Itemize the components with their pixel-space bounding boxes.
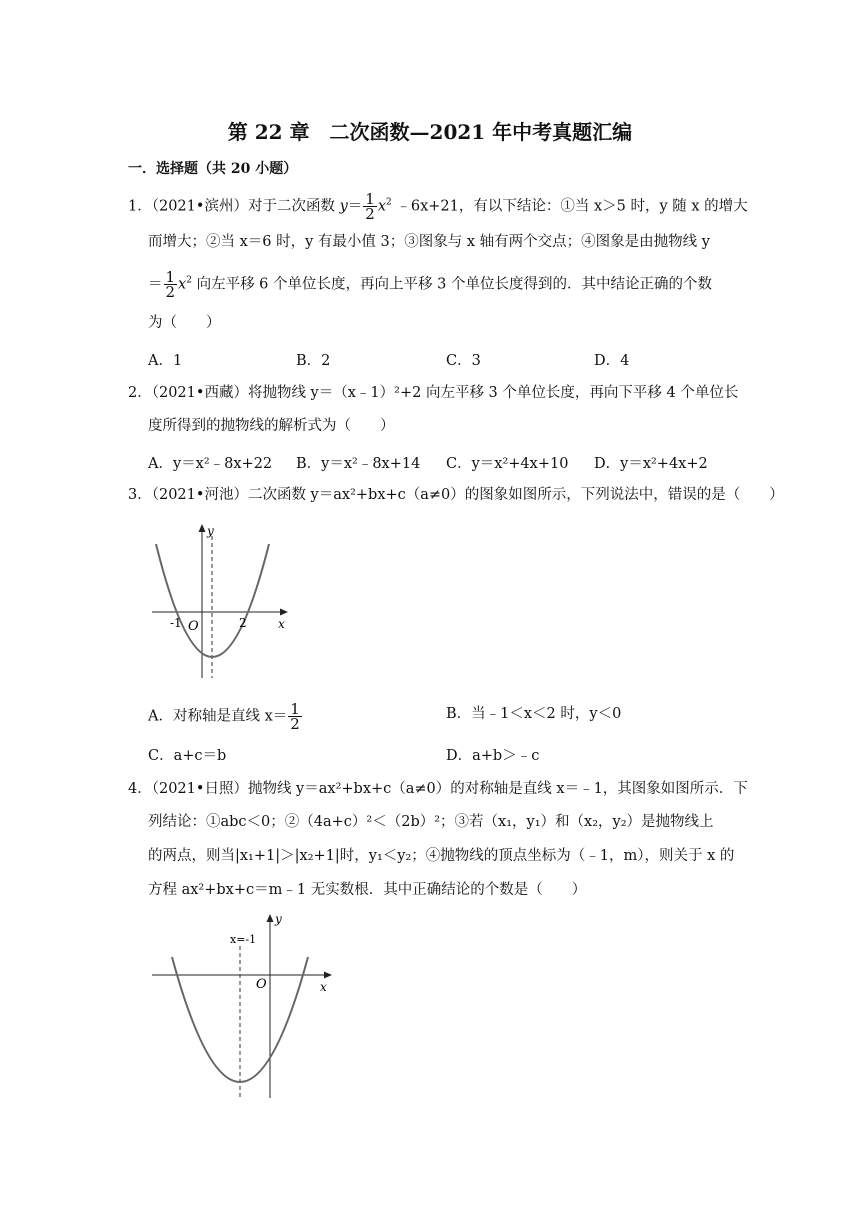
- q4-parabola-graph: [148, 908, 338, 1103]
- q1-fraction: $\frac{1}{2}$: [365, 190, 375, 223]
- q2-option-d[interactable]: D．y＝x²+4x+2: [594, 456, 708, 472]
- q2-option-b[interactable]: B．y＝x²﹣8x+14: [296, 456, 421, 472]
- y-axis-arrow: [199, 524, 206, 532]
- q1-line-3: ＝ $\frac{1}{2}$ $x^2$ 向左平移 6 个单位长度，再向上平移 3 个单位长度得到的．其中结论正确的个数: [148, 268, 712, 301]
- y-axis-arrow: [267, 914, 274, 922]
- page-title: 第 22 章 二次函数—2021 年中考真题汇编: [227, 120, 633, 144]
- x-axis-label: x: [278, 617, 285, 631]
- root-label-right: 2: [239, 616, 247, 630]
- origin-label: O: [256, 977, 267, 992]
- q2-option-c[interactable]: C．y＝x²+4x+10: [446, 456, 569, 472]
- q3-option-c[interactable]: C．a+c＝b: [148, 748, 227, 764]
- symmetry-axis-label: x=-1: [230, 933, 257, 946]
- root-label-left: -1: [170, 616, 182, 630]
- q2-line-2: 度所得到的抛物线的解析式为（ ）: [148, 418, 395, 434]
- origin-label: O: [188, 619, 199, 634]
- x-axis-label: x: [320, 980, 327, 994]
- section-heading: 一．选择题（共 20 小题）: [128, 161, 298, 177]
- q1-option-d[interactable]: D．4: [594, 353, 630, 369]
- q3-parabola-graph: [148, 518, 293, 680]
- y-axis-label: y: [207, 524, 214, 538]
- q4-line-2: 列结论：①abc＜0；②（4a+c）²＜（2b）²；③若（x₁，y₁）和（x₂，y₂）是抛物线上: [148, 814, 714, 830]
- q4-line-4: 方程 ax²+bx+c＝m﹣1 无实数根．其中正确结论的个数是（ ）: [148, 882, 587, 898]
- x-axis-arrow: [324, 972, 332, 979]
- q1-option-b[interactable]: B．2: [296, 353, 331, 369]
- q4-line-3: 的两点，则当|x₁+1|＞|x₂+1|时，y₁＜y₂；④抛物线的顶点坐标为（﹣1，m），则关于 x 的: [148, 848, 735, 864]
- q1-option-a[interactable]: A．1: [148, 353, 183, 369]
- q3-line-1: 3．（2021•河池）二次函数 y＝ax²+bx+c（a≠0）的图象如图所示，下列说法中，错误的是（ ）: [128, 487, 784, 503]
- q2-line-1: 2．（2021•西藏）将抛物线 y＝（x﹣1）²+2 向左平移 3 个单位长度，再向下平移 4 个单位长: [128, 385, 739, 401]
- q3-option-b[interactable]: B．当﹣1＜x＜2 时，y＜0: [446, 706, 622, 722]
- q1-option-c[interactable]: C．3: [446, 353, 481, 369]
- x-axis-arrow: [280, 609, 288, 616]
- q3-option-d[interactable]: D．a+b＞﹣c: [446, 748, 540, 764]
- q3-option-a[interactable]: A．对称轴是直线 x＝ $\frac{1}{2}$: [148, 700, 300, 733]
- q1-line-1: 1．（2021•滨州）对于二次函数 y＝ $\frac{1}{2}$ $x^2$ ﹣6x+21，有以下结论：①当 x＞5 时，y 随 x 的增大: [128, 190, 748, 223]
- q1-line-2: 而增大；②当 x＝6 时，y 有最小值 3；③图象与 x 轴有两个交点；④图象是由抛物线 y: [148, 234, 710, 250]
- q2-option-a[interactable]: A．y＝x²﹣8x+22: [148, 456, 273, 472]
- y-axis-label: y: [275, 912, 282, 926]
- q4-line-1: 4．（2021•日照）抛物线 y＝ax²+bx+c（a≠0）的对称轴是直线 x＝﹣1，其图象如图所示．下: [128, 781, 748, 797]
- q1-line-4: 为（ ）: [148, 315, 221, 331]
